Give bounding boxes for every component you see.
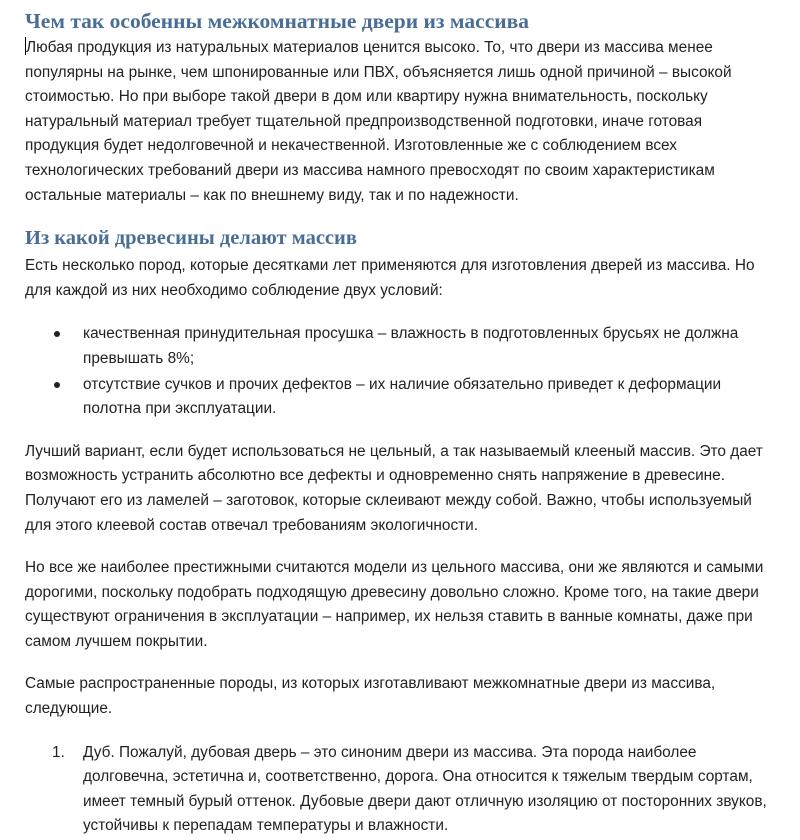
list-item-text: отсутствие сучков и прочих дефектов – их наличие обязательно приведет к деформации полотна при эксплуатации. bbox=[83, 375, 722, 418]
paragraph-glued-array: Лучший вариант, если будет использоваться не цельный, а так называемый клееный массив. Это дает возможность устранить абсолютно все дефекты и одновременно снять напряжение в древесине. Получают его из ламелей – заготовок, которые склеивают между собой. Важно, чтобы используемый для этого клеевой состав отвечал требованиям экологичности. bbox=[25, 442, 763, 534]
bullet-list-conditions bbox=[25, 322, 770, 421]
paragraph-intro-text: Любая продукция из натуральных материалов ценится высоко. То, что двери из массива менее популярны на рынке, чем шпонированные или ПВХ, объясняется лишь одной причиной – высокой стоимостью. Но при выборе такой двери в дом или квартиру нужна внимательность, поскольку натуральный материал требует тщательной предпроизводственной подготовки, иначе готовая продукция будет недолговечной и некачественной. Изготовленные же с соблюдением всех технологических требований двери из массива намного превосходят по своим характеристикам остальные материалы – как по внешнему виду, так и по надежности. bbox=[25, 39, 732, 204]
paragraph-wood-conditions: Есть несколько пород, которые десятками лет применяются для изготовления дверей из массива. Но для каждой из них необходимо соблюдение двух условий: bbox=[25, 257, 755, 299]
list-number: 1. bbox=[52, 743, 65, 761]
list-item-text: качественная принудительная просушка – влажность в подготовленных брусьях не должна превышать 8%; bbox=[83, 325, 739, 367]
heading-doors-solid-wood: Чем так особенны межкомнатные двери из массива bbox=[25, 9, 530, 33]
list-item bbox=[25, 373, 770, 422]
paragraph-common-species: Самые распространенные породы, из которых изготавливают межкомнатные двери из массива, следующие. bbox=[25, 675, 716, 718]
numbered-list-species bbox=[25, 741, 770, 839]
heading-wood-types: Из какой древесины делают массив bbox=[25, 227, 357, 250]
paragraph-intro[interactable] bbox=[25, 36, 770, 208]
list-item bbox=[25, 322, 770, 371]
document-body bbox=[25, 0, 770, 840]
bullet-icon bbox=[54, 382, 60, 388]
paragraph-solid-array: Но все же наиболее престижными считаются модели из цельного массива, они же являются и самыми дорогими, поскольку подобрать подходящую древесину довольно сложно. Кроме того, на такие двери существуют ограничения в эксплуатации – например, их нельзя ставить в ванные комнаты, даже при самом лучшем покрытии. bbox=[25, 559, 764, 650]
list-item-text: Дуб. Пожалуй, дубовая дверь – это синоним двери из массива. Эта порода наиболее долговечна, эстетична и, соответственно, дорога. Она относится к тяжелым твердым сортам, имеет темный бурый оттенок. Дубовые двери дают отличную изоляцию от посторонних звуков, устойчивы к перепадам температуры и влажности. bbox=[83, 743, 767, 835]
bullet-icon bbox=[54, 331, 60, 337]
list-item bbox=[25, 741, 770, 839]
